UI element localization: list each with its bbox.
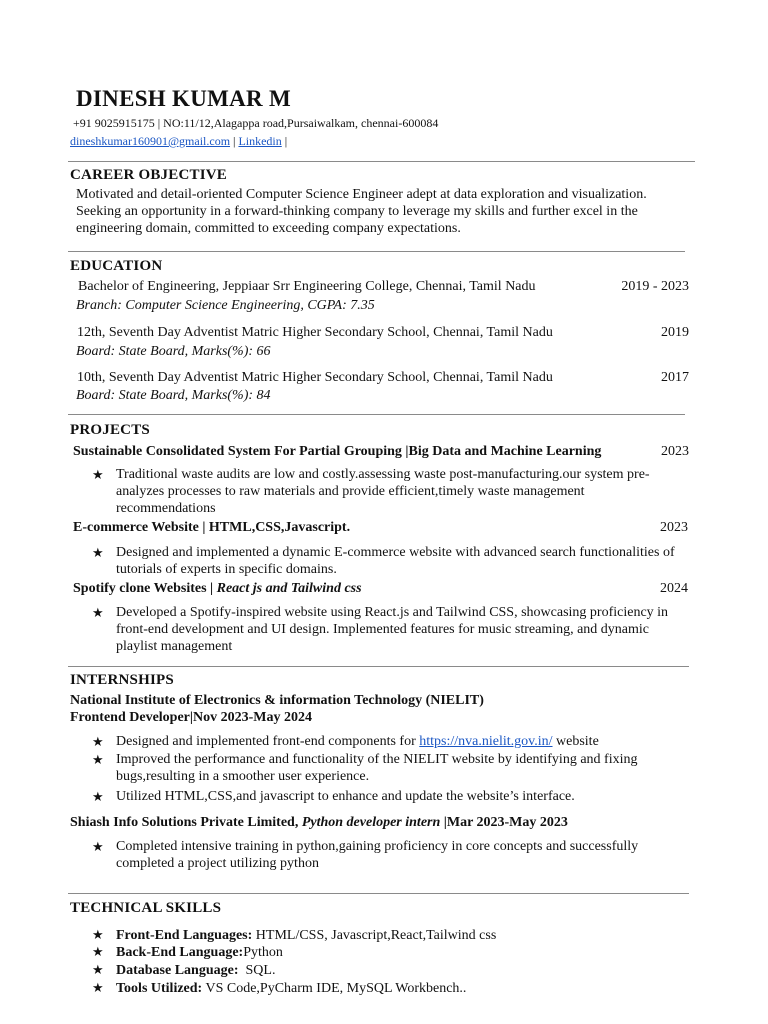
star-bullet-icon: ★ (92, 789, 104, 804)
nielit-website-link[interactable]: https://nva.nielit.gov.in/ (419, 734, 553, 749)
skill-item: ★ Back-End Language:Python (92, 944, 283, 960)
internship-bullet: ★ Designed and implemented front-end components for https://nva.nielit.gov.in/ website (92, 734, 599, 749)
candidate-name: DINESH KUMAR M (76, 86, 292, 111)
star-bullet-icon: ★ (92, 752, 104, 767)
career-objective-text: Motivated and detail-oriented Computer Science Engineer adept at data exploration and visualization. Seeking an opportunity in a forward-thinking company to leverage my skills and further excel in the engineering domain, committed to exceeding company expectations. (76, 187, 647, 236)
career-objective-heading: CAREER OBJECTIVE (70, 167, 227, 183)
project-title: Spotify clone Websites | React js and Tailwind css (73, 581, 362, 596)
internship-organization: National Institute of Electronics & information Technology (NIELIT) (70, 693, 484, 708)
link-separator: | (281, 134, 288, 148)
project-bullet: ★ Developed a Spotify-inspired website using React.js and Tailwind CSS, showcasing proficiency in front-end development and UI design. Implemented features for music streaming, and dynamic playlist management (92, 605, 669, 654)
project-year: 2023 (661, 444, 689, 459)
education-year: 2019 - 2023 (621, 279, 689, 294)
skill-item: ★ Database Language: SQL. (92, 962, 276, 978)
project-title: E-commerce Website | HTML,CSS,Javascript. (73, 520, 351, 535)
star-bullet-icon: ★ (92, 467, 104, 482)
star-bullet-icon: ★ (92, 839, 104, 854)
skill-item: ★ Tools Utilized: VS Code,PyCharm IDE, MySQL Workbench.. (92, 980, 467, 996)
star-bullet-icon: ★ (92, 980, 104, 995)
link-separator: | (230, 134, 239, 148)
section-divider (68, 666, 689, 667)
projects-heading: PROJECTS (70, 422, 150, 438)
education-detail: Board: State Board, Marks(%): 84 (76, 388, 271, 403)
project-title: Sustainable Consolidated System For Partial Grouping |Big Data and Machine Learning (73, 444, 602, 459)
education-title: 10th, Seventh Day Adventist Matric Higher Secondary School, Chennai, Tamil Nadu (77, 370, 553, 385)
contact-line: +91 9025915175 | NO:11/12,Alagappa road,Pursaiwalkam, chennai-600084 (73, 116, 439, 130)
education-year: 2017 (661, 370, 689, 385)
project-year: 2023 (660, 520, 688, 535)
education-title: Bachelor of Engineering, Jeppiaar Srr Engineering College, Chennai, Tamil Nadu (78, 279, 536, 294)
internship-bullet: ★ Improved the performance and functionality of the NIELIT website by identifying and fixing bugs,resulting in a smoother user experience. (92, 752, 638, 784)
section-divider (68, 893, 689, 894)
skill-item: ★ Front-End Languages: HTML/CSS, Javascript,React,Tailwind css (92, 927, 497, 943)
education-detail: Branch: Computer Science Engineering, CGPA: 7.35 (76, 298, 375, 313)
education-detail: Board: State Board, Marks(%): 66 (76, 344, 271, 359)
education-heading: EDUCATION (70, 258, 163, 274)
education-year: 2019 (661, 325, 689, 340)
internship-organization: Shiash Info Solutions Private Limited, Python developer intern |Mar 2023-May 2023 (70, 815, 568, 830)
technical-skills-heading: TECHNICAL SKILLS (70, 900, 222, 916)
internship-role: Frontend Developer|Nov 2023-May 2024 (70, 710, 312, 725)
education-title: 12th, Seventh Day Adventist Matric Higher Secondary School, Chennai, Tamil Nadu (77, 325, 553, 340)
project-bullet: ★ Designed and implemented a dynamic E-commerce website with advanced search functionalities of tutorials of experts in specific domains. (92, 545, 675, 577)
internship-bullet: ★ Completed intensive training in python,gaining proficiency in core concepts and successfully completed a project utilizing python (92, 839, 639, 871)
internships-heading: INTERNSHIPS (70, 672, 174, 688)
star-bullet-icon: ★ (92, 927, 104, 942)
section-divider (68, 161, 695, 162)
email-link[interactable]: dineshkumar160901@gmail.com (70, 134, 231, 148)
internship-bullet: ★ Utilized HTML,CSS,and javascript to enhance and update the website’s interface. (92, 789, 575, 804)
project-year: 2024 (660, 581, 688, 596)
star-bullet-icon: ★ (92, 944, 104, 959)
star-bullet-icon: ★ (92, 545, 104, 560)
star-bullet-icon: ★ (92, 962, 104, 977)
project-bullet: ★ Traditional waste audits are low and costly.assessing waste post-manufacturing.our system pre-analyzes processes to raw materials and provide efficient,timely waste management recommendations (92, 467, 650, 516)
star-bullet-icon: ★ (92, 734, 104, 749)
linkedin-link[interactable]: Linkedin (238, 134, 282, 148)
contact-links (70, 134, 287, 149)
section-divider (68, 414, 685, 415)
section-divider (68, 251, 685, 252)
star-bullet-icon: ★ (92, 605, 104, 620)
